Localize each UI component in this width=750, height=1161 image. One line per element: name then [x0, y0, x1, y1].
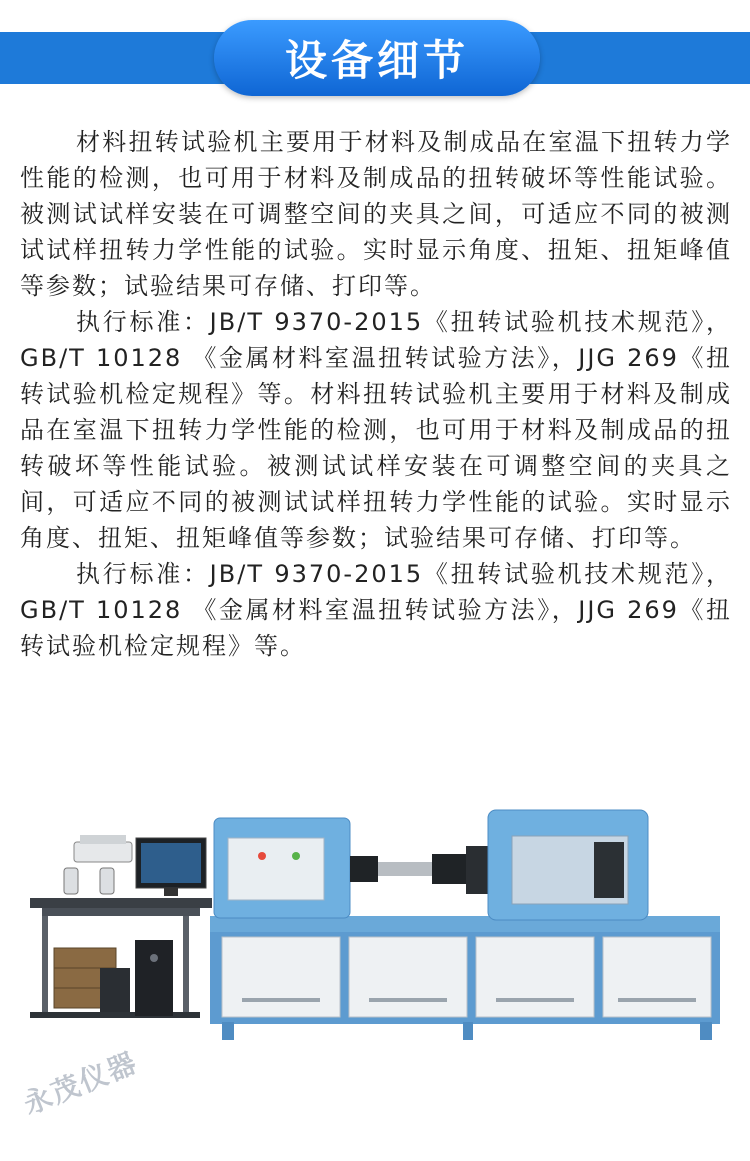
paragraph-standards-1: 执行标准：JB/T 9370-2015《扭转试验机技术规范》，GB/T 10128 《金属材料室温扭转试验方法》，JJG 269《扭转试验机检定规程》等。材料扭转试验机主要用于材料及制成品在室温下扭转力学性能的检测，也可用于材料及制成品的扭转破坏等性能试验。被测试试样安装在可调整空间的夹具之间，可适应不同的被测试试样扭转力学性能的试验。实时显示角度、扭矩、扭矩峰值等参数；试验结果可存储、打印等。 — [20, 308, 732, 552]
paragraph-standards-2: 执行标准：JB/T 9370-2015《扭转试验机技术规范》，GB/T 10128 《金属材料室温扭转试验方法》，JJG 269《扭转试验机检定规程》等。 — [20, 560, 732, 660]
section-title-pill — [214, 20, 540, 96]
section-title: 设备细节 — [284, 36, 469, 85]
product-photo — [0, 800, 750, 1161]
computer-desk-illustration — [30, 835, 212, 1018]
paragraph-intro: 材料扭转试验机主要用于材料及制成品在室温下扭转力学性能的检测，也可用于材料及制成品的扭转破坏等性能试验。被测试试样安装在可调整空间的夹具之间，可适应不同的被测试试样扭转力学性能的试验。实时显示角度、扭矩、扭矩峰值等参数；试验结果可存储、打印等。 — [20, 128, 732, 300]
description-text — [20, 124, 732, 664]
torsion-machine-illustration — [210, 810, 720, 1040]
watermark-text: 永茂仪器 — [18, 1045, 143, 1122]
